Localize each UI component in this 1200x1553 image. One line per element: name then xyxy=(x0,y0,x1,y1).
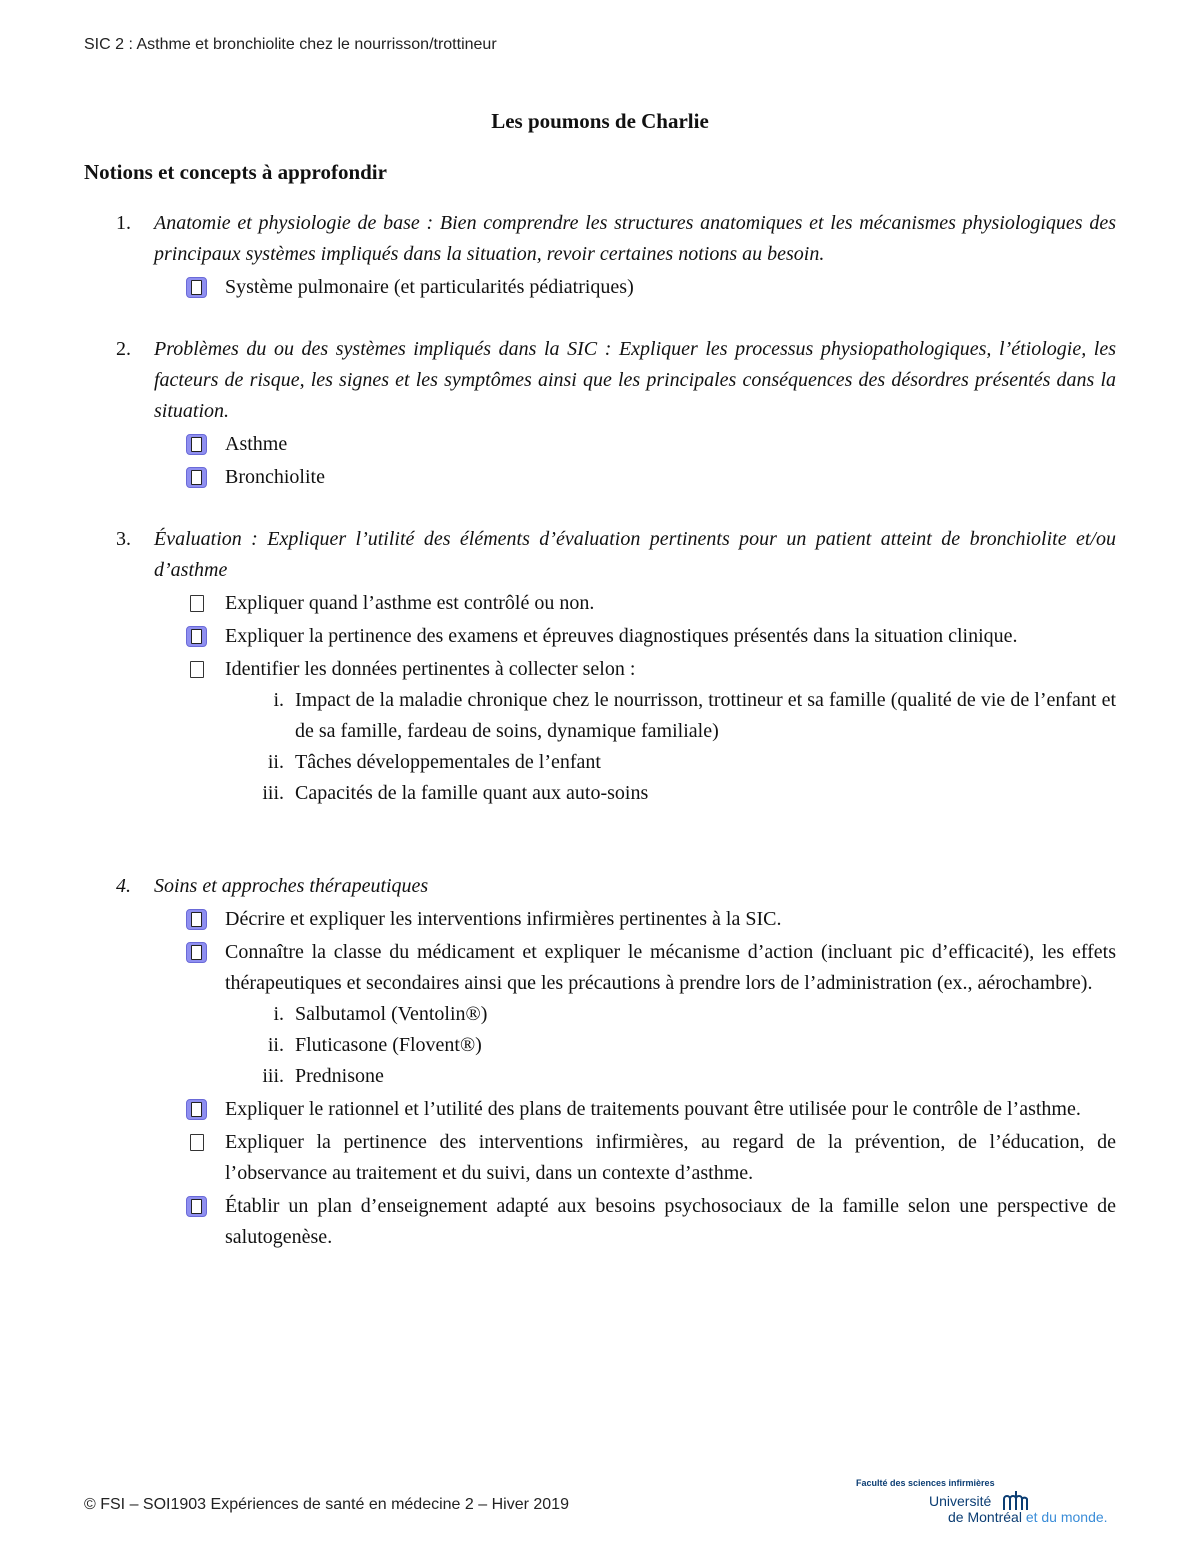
checkbox-icon[interactable] xyxy=(190,661,204,678)
page-footer: © FSI – SOI1903 Expériences de santé en médecine 2 – Hiver 2019 xyxy=(84,1496,569,1513)
checklist-item xyxy=(84,272,1116,303)
sub-list-item xyxy=(84,1061,1116,1092)
highlighted-checkbox-icon[interactable] xyxy=(186,942,207,963)
sub-list-item-text: Salbutamol (Ventolin®) xyxy=(295,1003,488,1025)
section-heading xyxy=(84,208,1116,270)
sub-list-item xyxy=(84,685,1116,747)
highlighted-checkbox-icon[interactable] xyxy=(186,909,207,930)
roman-numeral: iii. xyxy=(262,782,284,804)
checklist-item-text: Système pulmonaire (et particularités pédiatriques) xyxy=(225,276,634,298)
checklist-item xyxy=(84,621,1116,652)
checklist-item-text: Expliquer la pertinence des examens et épreuves diagnostiques présentés dans la situation clinique. xyxy=(225,625,1018,647)
sub-list-item-text: Impact de la maladie chronique chez le nourrisson, trottineur et sa famille (qualité de vie de l’enfant et de sa famille, fardeau de soins, dynamique familiale) xyxy=(295,689,1116,742)
section-4 xyxy=(84,871,1116,1253)
section-2 xyxy=(84,334,1116,493)
logo-faculty-text: Faculté des sciences infirmières xyxy=(856,1478,995,1488)
section-heading xyxy=(84,334,1116,427)
section-subtitle: Notions et concepts à approfondir xyxy=(84,160,387,184)
logo-universite-text: Université xyxy=(929,1493,992,1509)
sub-list-item xyxy=(84,999,1116,1030)
document-title: Les poumons de Charlie xyxy=(491,109,709,133)
section-heading-text: Problèmes du ou des systèmes impliqués dans la SIC : Expliquer les processus physiopathologiques, l’étiologie, les facteurs de risque, les signes et les symptômes ainsi que les principales conséquences des désordres présentés dans la situation. xyxy=(154,338,1116,422)
checklist-item xyxy=(84,429,1116,460)
section-1 xyxy=(84,208,1116,303)
logo-montreal-line xyxy=(948,1509,1108,1525)
checklist-item-text: Décrire et expliquer les interventions infirmières pertinentes à la SIC. xyxy=(225,908,782,930)
checklist-item xyxy=(84,1127,1116,1189)
roman-numeral: ii. xyxy=(267,751,284,773)
highlighted-checkbox-icon[interactable] xyxy=(186,626,207,647)
checklist-item-text: Expliquer la pertinence des interventions infirmières, au regard de la prévention, de l’éducation, de l’observance au traitement et du suivi, dans un contexte d’asthme. xyxy=(225,1131,1116,1184)
roman-numeral: i. xyxy=(273,689,284,711)
sub-list-item xyxy=(84,747,1116,778)
sub-list-item-text: Capacités de la famille quant aux auto-soins xyxy=(295,782,649,804)
logo-tagline-text: et du monde. xyxy=(1025,1509,1108,1525)
sub-list-item-text: Tâches développementales de l’enfant xyxy=(295,751,601,773)
highlighted-checkbox-icon[interactable] xyxy=(186,1196,207,1217)
highlighted-checkbox-icon[interactable] xyxy=(186,467,207,488)
checkbox-icon[interactable] xyxy=(190,595,204,612)
checklist-item xyxy=(84,462,1116,493)
checklist-item-text: Connaître la classe du médicament et expliquer le mécanisme d’action (incluant pic d’efficacité), les effets thérapeutiques et secondaires ainsi que les précautions à prendre lors de l’administration (ex., aérochambre). xyxy=(225,941,1116,994)
highlighted-checkbox-icon[interactable] xyxy=(186,1099,207,1120)
section-number: 3. xyxy=(116,528,131,550)
section-heading-text: Soins et approches thérapeutiques xyxy=(154,875,429,897)
section-3 xyxy=(84,524,1116,809)
section-number: 4. xyxy=(116,875,131,897)
section-heading-text: Évaluation : Expliquer l’utilité des éléments d’évaluation pertinents pour un patient atteint de bronchiolite et/ou d’asthme xyxy=(154,528,1116,581)
checklist-item-text: Expliquer le rationnel et l’utilité des plans de traitements pouvant être utilisée pour le contrôle de l’asthme. xyxy=(225,1098,1081,1120)
checklist-item-text: Expliquer quand l’asthme est contrôlé ou non. xyxy=(225,592,595,614)
logo-montreal-text: de Montréal xyxy=(948,1509,1022,1525)
udem-emblem-icon xyxy=(1002,1489,1028,1511)
section-number: 1. xyxy=(116,212,131,234)
checklist-item-text: Asthme xyxy=(225,433,288,455)
section-heading-text: Anatomie et physiologie de base : Bien comprendre les structures anatomiques et les mécanismes physiologiques des principaux systèmes impliqués dans la situation, revoir certaines notions au besoin. xyxy=(154,212,1116,265)
page-header: SIC 2 : Asthme et bronchiolite chez le nourrisson/trottineur xyxy=(84,36,497,53)
checklist-item xyxy=(84,1094,1116,1125)
section-number: 2. xyxy=(116,338,131,360)
checklist-item-text: Bronchiolite xyxy=(225,466,325,488)
university-logo xyxy=(856,1478,1126,1528)
section-heading xyxy=(84,524,1116,586)
checklist-item xyxy=(84,654,1116,685)
roman-numeral: i. xyxy=(273,1003,284,1025)
section-heading xyxy=(84,871,1116,902)
checkbox-icon[interactable] xyxy=(190,1134,204,1151)
highlighted-checkbox-icon[interactable] xyxy=(186,277,207,298)
checklist-item xyxy=(84,588,1116,619)
sub-list-item-text: Prednisone xyxy=(295,1065,384,1087)
sub-list-item-text: Fluticasone (Flovent®) xyxy=(295,1034,482,1056)
highlighted-checkbox-icon[interactable] xyxy=(186,434,207,455)
roman-numeral: ii. xyxy=(267,1034,284,1056)
checklist-item xyxy=(84,937,1116,999)
sub-list-item xyxy=(84,778,1116,809)
checklist-item xyxy=(84,904,1116,935)
roman-numeral: iii. xyxy=(262,1065,284,1087)
checklist-item-text: Identifier les données pertinentes à collecter selon : xyxy=(225,658,636,680)
checklist-item-text: Établir un plan d’enseignement adapté aux besoins psychosociaux de la famille selon une perspective de salutogenèse. xyxy=(225,1195,1116,1248)
checklist-item xyxy=(84,1191,1116,1253)
sub-list-item xyxy=(84,1030,1116,1061)
